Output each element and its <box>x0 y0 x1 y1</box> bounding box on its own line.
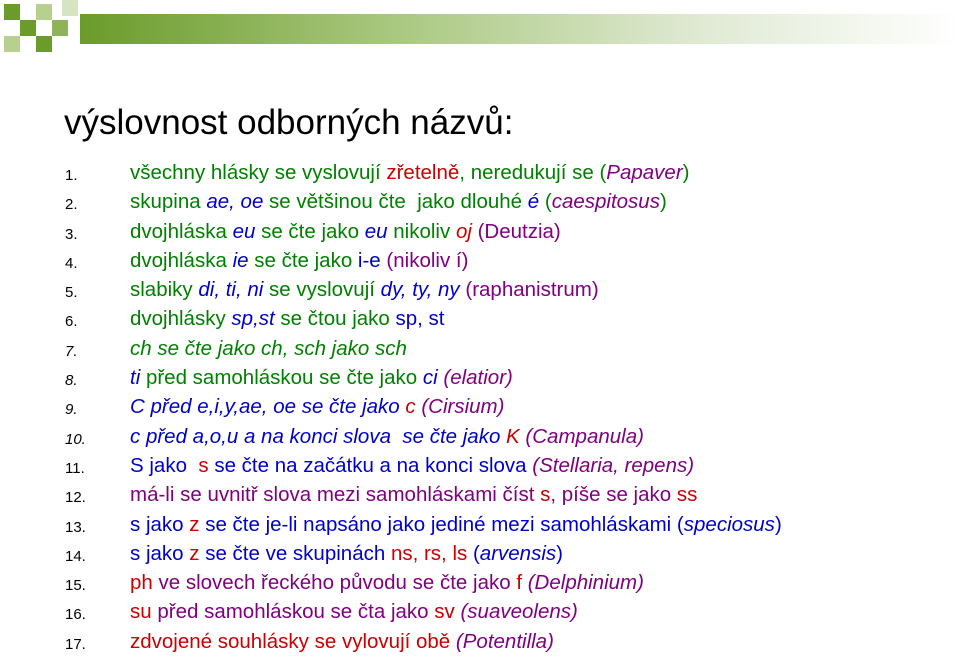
text-run: sp,st <box>231 307 275 331</box>
list-item <box>0 335 960 364</box>
list-item-text <box>130 424 644 450</box>
text-run: é <box>527 190 540 214</box>
list-item <box>0 188 960 217</box>
list-item-number: 14. <box>65 547 86 565</box>
list-item-number: 5. <box>65 284 78 302</box>
list-item <box>0 305 960 334</box>
text-run: nikoliv <box>387 219 456 243</box>
list-item-text <box>130 306 445 332</box>
list-item <box>0 364 960 393</box>
text-run: se vyslovují <box>263 278 381 302</box>
text-run: Papaver <box>606 161 683 184</box>
text-run: (Stellaria, repens) <box>532 453 695 477</box>
list-item-text <box>130 599 578 625</box>
text-run: ) <box>659 190 667 214</box>
list-item-number: 8. <box>65 372 78 390</box>
list-item <box>0 628 960 657</box>
list-item-text <box>130 453 694 479</box>
list-item-text <box>130 365 513 391</box>
list-item-text <box>130 394 504 420</box>
text-run: ti <box>130 366 141 390</box>
text-run: (Cirsium) <box>415 395 505 419</box>
text-run: ns, rs, ls <box>390 541 468 565</box>
text-run: se většinou čte jako dlouhé <box>263 190 528 214</box>
list-item-number: 2. <box>65 196 78 214</box>
text-run: C před e,i,y,ae, oe se čte jako <box>130 395 406 419</box>
text-run: ss <box>676 483 698 507</box>
list-item-number: 13. <box>65 518 86 536</box>
text-run: su <box>130 600 152 624</box>
list-item <box>0 423 960 452</box>
list-item-text <box>130 482 697 508</box>
list-item-number: 3. <box>65 225 78 243</box>
text-run: , neredukují se ( <box>459 161 607 184</box>
text-run: f <box>516 571 523 595</box>
list-item <box>0 393 960 422</box>
text-run: arvensis <box>479 541 557 565</box>
text-run: ve slovech řeckého původu se čte jako <box>152 571 517 595</box>
text-run: (nikoliv í) <box>380 248 469 272</box>
text-run: se čte na začátku a na konci slova <box>208 453 533 477</box>
list-item-text <box>130 629 554 655</box>
text-run: dvojhláska <box>130 219 233 243</box>
list-item-number: 1. <box>65 167 78 184</box>
list-item-text <box>130 248 468 274</box>
list-item-number: 4. <box>65 254 78 272</box>
list-item <box>0 452 960 481</box>
text-run: dvojhlásky <box>130 307 232 331</box>
list-item-text <box>130 189 667 215</box>
list-item-number: 15. <box>65 577 86 595</box>
list-item-number: 9. <box>65 401 78 419</box>
text-run: skupina <box>130 190 207 214</box>
text-run: caespitosus <box>551 190 660 214</box>
text-run: ci <box>422 366 438 390</box>
text-run: zřetelně <box>386 161 460 184</box>
text-run: ) <box>682 161 690 184</box>
list-item-text <box>130 277 599 303</box>
list-item <box>0 159 960 188</box>
list-item-number: 16. <box>65 606 86 624</box>
list-item-number: 6. <box>65 313 78 331</box>
text-run: c před a,o,u a na konci slova se čte jako <box>130 424 507 448</box>
list-item <box>0 276 960 305</box>
text-run: oj <box>455 219 472 243</box>
text-run: (raphanistrum) <box>459 278 599 302</box>
list-item-number: 7. <box>65 342 78 360</box>
list-item-number: 12. <box>65 489 86 507</box>
text-run: ae, oe <box>206 190 264 214</box>
list-item-text <box>130 512 782 538</box>
list-item <box>0 511 960 540</box>
list-item <box>0 598 960 627</box>
text-run: (Potentilla) <box>455 629 554 653</box>
text-run: se čte je-li napsáno jako jediné mezi samohláskami ( <box>199 512 684 536</box>
text-run: i-e <box>357 248 381 272</box>
list-item-text <box>130 219 561 245</box>
text-run: dvojhláska <box>130 248 233 272</box>
list-item-number: 11. <box>65 459 85 477</box>
text-run: ( <box>539 190 552 214</box>
list-item-text <box>130 160 689 186</box>
text-run: se čte jako <box>248 248 358 272</box>
text-run: se čtou jako <box>274 307 396 331</box>
text-run: z <box>189 541 200 565</box>
text-run: eu <box>364 219 388 243</box>
rules-list <box>0 159 960 657</box>
text-run: s <box>540 483 551 507</box>
text-run: (Delphinium) <box>522 571 644 595</box>
text-run: , píše se jako <box>550 483 677 507</box>
text-run: z <box>189 512 200 536</box>
text-run: S jako <box>130 453 199 477</box>
text-run: má-li se uvnitř slova mezi samohláskami číst <box>130 483 541 507</box>
text-run: sp, st <box>395 307 445 331</box>
text-run: se čte ve skupinách <box>199 541 391 565</box>
list-item <box>0 218 960 247</box>
text-run: di, ti, ni <box>198 278 264 302</box>
text-run: sv <box>434 600 455 624</box>
list-item <box>0 569 960 598</box>
header-gradient-bar <box>80 14 960 44</box>
slide-title: výslovnost odborných názvů: <box>64 103 514 142</box>
list-item-number: 17. <box>65 635 86 653</box>
text-run: před samohláskou se čta jako <box>151 600 435 624</box>
text-run: ie <box>232 248 249 272</box>
list-item <box>0 481 960 510</box>
text-run: (Campanula) <box>519 424 644 448</box>
text-run: s jako <box>130 541 190 565</box>
text-run: s jako <box>130 512 190 536</box>
text-run: s <box>198 453 209 477</box>
text-run: (elatior) <box>437 366 513 390</box>
text-run: ph <box>130 571 153 595</box>
text-run: slabiky <box>130 278 199 302</box>
text-run: všechny hlásky se vyslovují <box>130 161 387 184</box>
list-item <box>0 540 960 569</box>
text-run: před samohláskou se čte jako <box>140 366 423 390</box>
text-run: ) <box>774 512 782 536</box>
text-run: (suaveolens) <box>454 600 578 624</box>
slide-logo <box>0 0 80 60</box>
list-item-text <box>130 541 563 567</box>
list-item-number: 10. <box>65 430 86 448</box>
text-run: c <box>405 395 416 419</box>
text-run: zdvojené souhlásky se vylovují obě <box>130 629 456 653</box>
list-item-text <box>130 336 407 362</box>
list-item <box>0 247 960 276</box>
text-run: ( <box>467 541 480 565</box>
text-run: speciosus <box>683 512 775 536</box>
list-item-text <box>130 570 644 596</box>
text-run: ch se čte jako ch, sch jako sch <box>130 336 407 360</box>
text-run: dy, ty, ny <box>380 278 460 302</box>
text-run: K <box>506 424 520 448</box>
text-run: eu <box>232 219 256 243</box>
text-run: se čte jako <box>255 219 365 243</box>
text-run: (Deutzia) <box>471 219 561 243</box>
text-run: ) <box>556 541 563 565</box>
